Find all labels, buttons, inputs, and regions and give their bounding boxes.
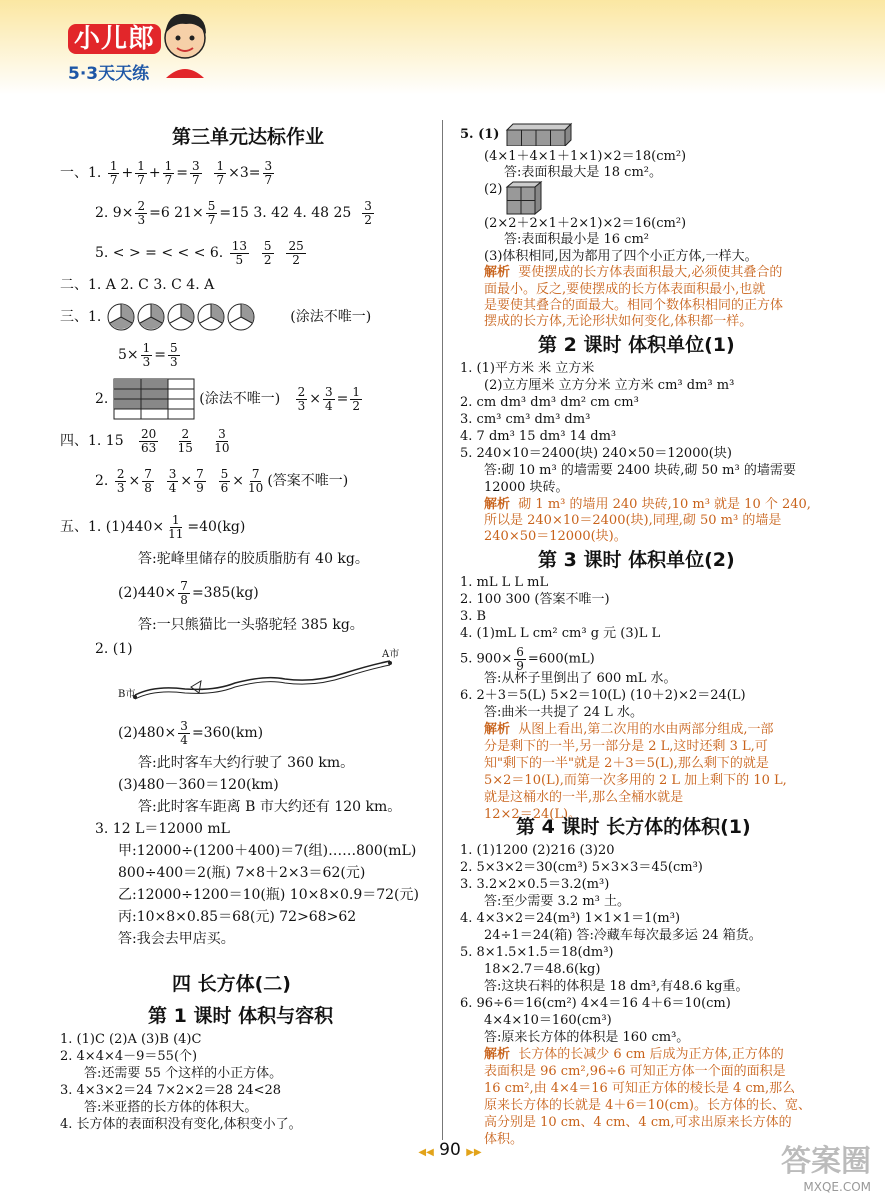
eq: = — [176, 165, 188, 182]
fraction — [141, 342, 153, 368]
brand-logo — [68, 18, 161, 84]
num: 3 — [168, 467, 177, 481]
fraction — [178, 580, 190, 606]
s5-3-answer: 答:我会去甲店买。 — [118, 931, 235, 947]
l3-5-answer: 答:从杯子里倒出了 600 mL 水。 — [484, 671, 677, 686]
l3-3: 3. B — [460, 609, 487, 624]
den: 2 — [364, 212, 372, 227]
num: 7 — [251, 467, 260, 481]
s5-3-d: 丙:10×8×0.85＝68(元) 72>68>62 — [118, 909, 357, 925]
fraction — [178, 720, 190, 746]
l3-5 — [460, 646, 595, 672]
fraction — [219, 468, 231, 494]
text: =385(kg) — [191, 585, 259, 602]
l4-4: 4. 4×3×2＝24(m³) 1×1×1＝1(m³) — [460, 911, 681, 926]
note: (涂法不唯一) — [199, 391, 281, 407]
num: 7 — [196, 467, 204, 481]
l2-1: 1. (1)平方米 米 立方米 — [460, 361, 595, 376]
num: 7 — [144, 467, 152, 481]
l1-4: 4. 长方体的表面积没有变化,体积变小了。 — [60, 1117, 302, 1132]
fraction — [296, 386, 308, 412]
s5-2-2 — [118, 720, 263, 746]
fraction — [115, 468, 127, 494]
column-divider — [442, 120, 443, 1140]
num: 5 — [170, 341, 178, 355]
num: 5 — [207, 199, 216, 213]
num: 3 — [218, 427, 226, 441]
l4-3: 3. 3.2×2×0.5＝3.2(m³) — [460, 877, 610, 892]
l1-1: 1. (1)C (2)A (3)B (4)C — [60, 1032, 202, 1047]
fraction — [206, 200, 218, 226]
explain-text: 砌 1 m³ 的墙用 240 块砖,10 m³ 就是 10 个 240, — [518, 497, 811, 512]
num: 3 — [180, 719, 188, 733]
num: 5 — [220, 467, 229, 481]
den: 3 — [142, 354, 151, 369]
fraction — [262, 240, 274, 266]
den: 9 — [196, 480, 204, 495]
num: 1 — [137, 159, 145, 173]
text: 5× — [118, 347, 139, 364]
den: 10 — [214, 440, 230, 455]
s5-1 — [60, 514, 245, 540]
fraction — [135, 200, 147, 226]
map-label-a: A市 — [382, 649, 400, 660]
s5-2 — [118, 580, 259, 606]
series-name: 5·3天天练 — [68, 64, 150, 84]
section-4-1 — [60, 428, 234, 454]
den: 4 — [180, 732, 188, 747]
num: 3 — [364, 199, 372, 213]
q1-2 — [95, 200, 376, 226]
r5-1-a: (4×1＋4×1＋1×1)×2＝18(cm²) — [484, 149, 687, 164]
l3-explain-2: 分是剩下的一半,另一部分是 2 L,这时还剩 3 L,可 — [484, 739, 768, 754]
den: 5 — [235, 252, 244, 267]
den: 2 — [292, 252, 300, 267]
l1-3: 3. 4×3×2＝24 7×2×2＝28 24<28 — [60, 1083, 282, 1098]
lesson3-title: 第 3 课时 体积单位(2) — [538, 549, 735, 571]
l4-3-answer: 答:至少需要 3.2 m³ 土。 — [484, 894, 630, 909]
l3-explain-4: 5×2＝10(L),而第一次多用的 2 L 加上剩下的 10 L, — [484, 773, 787, 788]
page-footer — [400, 1140, 500, 1160]
l3-6: 6. 2＋3＝5(L) 5×2＝10(L) (10＋2)×2＝24(L) — [460, 688, 746, 703]
text: =6 21× — [149, 205, 204, 222]
r5-2-a: (2×2＋2×1＋2×1)×2＝16(cm²) — [484, 216, 687, 231]
text: 5. < > = < < < 6. — [95, 245, 224, 262]
fraction — [212, 428, 231, 454]
den: 2 — [352, 398, 360, 413]
den: 8 — [180, 592, 188, 607]
num: 3 — [191, 159, 200, 173]
l2-5-a: 答:砌 10 m³ 的墙需要 2400 块砖,砌 50 m³ 的墙需要 — [484, 463, 796, 478]
num: 6 — [516, 645, 524, 659]
l4-5: 5. 8×1.5×1.5＝18(dm³) — [460, 945, 614, 960]
den: 8 — [144, 480, 152, 495]
fraction — [108, 160, 120, 186]
q1-1: 一、1. $\frac{1}{7}$ + $\frac{1}{7}$ + $\frac{1}{7}$ = $\frac{3}{7}$ $\frac{1}{7}$ ×3= $\frac{3}{7}$ — [60, 159, 273, 187]
l2-1-b: (2)立方厘米 立方分米 立方米 cm³ dm³ m³ — [484, 378, 735, 393]
l3-explain — [484, 723, 774, 736]
num: 2 — [116, 467, 125, 481]
fraction — [323, 386, 335, 412]
s5-3-a: 甲:12000÷(1200＋400)＝7(组)……800(mL) — [118, 843, 417, 859]
fraction — [263, 160, 275, 186]
den: 6 — [220, 480, 229, 495]
den: 3 — [137, 212, 146, 227]
num: 1 — [216, 159, 225, 173]
l1-2-answer: 答:还需要 55 个这样的小正方体。 — [84, 1066, 283, 1081]
eq: ×3= — [228, 165, 261, 182]
l4-explain-3: 16 cm²,由 4×4＝16 可知正方体的棱长是 4 cm,那么 — [484, 1081, 796, 1096]
text: = — [154, 347, 167, 364]
fraction — [246, 468, 265, 494]
fraction — [167, 468, 179, 494]
num: 1 — [352, 384, 360, 399]
l2-5: 5. 240×10＝2400(块) 240×50＝12000(块) — [460, 446, 732, 461]
explain-tag: 解析 — [484, 722, 511, 737]
l4-2: 2. 5×3×2＝30(cm³) 5×3×3＝45(cm³) — [460, 860, 703, 875]
l3-4: 4. (1)mL L cm² cm³ g 元 (3)L L — [460, 626, 661, 641]
q1-label: 一、1. — [60, 165, 102, 182]
section-3-eq — [118, 342, 182, 368]
page-number: 90 — [439, 1140, 461, 1160]
den: 7 — [164, 172, 173, 187]
text: 三、1. — [60, 309, 102, 325]
text: =15 3. 42 4. 48 25 — [219, 205, 352, 222]
l3-1: 1. mL L L mL — [460, 575, 549, 590]
fraction — [166, 514, 185, 540]
fraction — [362, 200, 374, 226]
num: 3 — [324, 384, 333, 399]
explain-text: 从图上看出,第二次用的水由两部分组成,一部 — [518, 722, 774, 737]
boy-avatar-icon — [156, 8, 214, 80]
r5-explain-2: 面最小。反之,要使摆成的长方体表面积最小,也就 — [484, 282, 766, 297]
brand-name: 小儿郎 — [68, 24, 161, 54]
fraction — [163, 160, 175, 186]
fraction — [190, 160, 202, 186]
q1-5 — [95, 240, 308, 266]
watermark-url: MXQE.COM — [803, 1180, 871, 1194]
r5-explain — [484, 266, 782, 279]
den: 4 — [324, 398, 333, 413]
explain-text: 长方体的长减少 6 cm 后成为正方体,正方体的 — [518, 1047, 784, 1062]
l3-explain-6: 12×2＝24(L)。 — [484, 807, 582, 822]
watermark — [781, 1136, 871, 1194]
den: 4 — [168, 480, 177, 495]
thirds-circles-icon — [106, 302, 286, 332]
text: 2. — [95, 473, 109, 490]
fraction — [286, 240, 305, 266]
explain-tag: 解析 — [484, 497, 511, 512]
den: 7 — [216, 172, 225, 187]
fraction — [230, 240, 249, 266]
num: 2 — [297, 384, 306, 399]
den: 3 — [116, 480, 125, 495]
l2-2: 2. cm dm³ dm³ dm² cm cm³ — [460, 395, 639, 410]
l4-explain-6: 体积。 — [484, 1132, 524, 1147]
num: 1 — [171, 513, 180, 527]
num: 20 — [140, 427, 157, 441]
text: =360(km) — [191, 725, 264, 742]
l3-explain-3: 知"剩下的一半"就是 2＋3＝5(L),那么剩下的就是 — [484, 756, 769, 771]
l4-explain — [484, 1048, 784, 1061]
text: 四、1. 15 — [60, 433, 124, 450]
explain-tag: 解析 — [484, 1047, 511, 1062]
num: 25 — [288, 239, 304, 253]
page-title: 第三单元达标作业 — [172, 126, 325, 148]
den: 7 — [207, 212, 216, 227]
l4-5-answer: 答:这块石料的体积是 18 dm³,有48.6 kg重。 — [484, 979, 749, 994]
s5-3-c: 乙:12000÷1200＝10(瓶) 10×8×0.9＝72(元) — [118, 887, 419, 903]
den: 15 — [177, 440, 193, 455]
l4-explain-2: 表面积是 96 cm²,96÷6 可知正方体一个面的面积是 — [484, 1064, 786, 1079]
s5-2-3: (3)480－360＝120(km) — [118, 777, 279, 793]
l3-2: 2. 100 300 (答案不唯一) — [460, 592, 610, 607]
l4-6: 6. 96÷6＝16(cm²) 4×4＝16 4＋6＝10(cm) — [460, 996, 731, 1011]
num: 1 — [109, 159, 118, 173]
fraction — [168, 342, 180, 368]
l4-6-a: 4×4×10＝160(cm³) — [484, 1013, 612, 1028]
text: 2. — [95, 391, 109, 407]
l4-explain-5: 高分别是 10 cm、4 cm、4 cm,可求出原来长方体的 — [484, 1115, 792, 1130]
fraction — [350, 386, 362, 412]
l2-4: 4. 7 dm³ 15 dm³ 14 dm³ — [460, 429, 617, 444]
den: 3 — [170, 354, 178, 369]
pie-circles — [106, 302, 286, 332]
s5-2-1: 2. (1) — [95, 641, 133, 657]
fraction — [135, 160, 147, 186]
den: 10 — [248, 480, 264, 495]
watermark-text: 答案圈 — [781, 1144, 871, 1179]
den: 63 — [140, 440, 157, 455]
den: 7 — [109, 172, 118, 187]
fraction — [176, 428, 195, 454]
text: =600(mL) — [527, 651, 595, 667]
l2-explain-3: 240×50＝12000(块)。 — [484, 529, 627, 544]
l2-5-b: 12000 块砖。 — [484, 480, 569, 495]
r5-explain-4: 摆成的长方体,无论形状如何变化,体积都一样。 — [484, 314, 753, 329]
s5-2-answer: 答:一只熊猫比一头骆驼轻 385 kg。 — [138, 617, 364, 633]
text: =40(kg) — [187, 519, 246, 536]
r5-1: 5. (1) — [460, 127, 500, 142]
r5-2: (2) — [484, 182, 503, 197]
l2-3: 3. cm³ cm³ dm³ dm³ — [460, 412, 591, 427]
l4-5-a: 18×2.7＝48.6(kg) — [484, 962, 601, 977]
s5-2-3-answer: 答:此时客车距离 B 市大约还有 120 km。 — [138, 799, 402, 815]
s5-2-2-answer: 答:此时客车大约行驶了 360 km。 — [138, 755, 355, 771]
s5-3-b: 800÷400＝2(瓶) 7×8＋2×3＝62(元) — [118, 865, 366, 881]
text: (2)440× — [118, 585, 177, 602]
lesson4-title: 第 4 课时 长方体的体积(1) — [516, 816, 751, 838]
section-2: 二、1. A 2. C 3. C 4. A — [60, 277, 215, 293]
l3-explain-5: 就是这桶水的一半,那么全桶水就是 — [484, 790, 684, 805]
den: 7 — [191, 172, 200, 187]
shaded-rectangle-icon — [113, 378, 195, 420]
l4-4-answer: 24÷1＝24(箱) 答:冷藏车每次最多运 24 箱货。 — [484, 928, 762, 943]
explain-text: 要使摆成的长方体表面积最大,必须使其叠合的 — [518, 265, 783, 280]
l2-explain-2: 所以是 240×10＝2400(块),同理,砌 50 m³ 的墙是 — [484, 513, 782, 528]
text: (2)480× — [118, 725, 177, 742]
num: 1 — [142, 341, 151, 355]
r5-explain-3: 是要使其叠合的面最大。相同个数体积相同的正方体 — [484, 298, 784, 313]
den: 11 — [168, 526, 184, 541]
text: 五、1. (1)440× — [60, 519, 165, 536]
num: 3 — [264, 159, 273, 173]
num: 7 — [180, 579, 188, 593]
note: (涂法不唯一) — [290, 309, 372, 325]
r5-3: (3)体积相同,因为都用了四个小正方体,一样大。 — [484, 249, 758, 264]
l4-6-answer: 答:原来长方体的体积是 160 cm³。 — [484, 1030, 690, 1045]
l4-explain-4: 原来长方体的长就是 4＋6＝10(cm)。长方体的长、宽、 — [484, 1098, 811, 1113]
s5-3: 3. 12 L＝12000 mL — [95, 821, 230, 837]
s5-1-answer: 答:驼峰里储存的胶质脂肪有 40 kg。 — [138, 551, 369, 567]
note: (答案不唯一) — [267, 473, 349, 490]
l1-2: 2. 4×4×4－9＝55(个) — [60, 1049, 198, 1064]
four-cubes-row-icon — [505, 122, 573, 146]
r5-1-b: 答:表面积最大是 18 cm²。 — [504, 165, 663, 180]
map-label-b: B市 — [118, 689, 136, 700]
num: 13 — [231, 239, 247, 253]
route-map-icon — [115, 645, 415, 715]
lesson2-title: 第 2 课时 体积单位(1) — [538, 334, 735, 356]
fraction — [142, 468, 154, 494]
fraction — [214, 160, 226, 186]
fraction — [514, 646, 526, 672]
unit-title: 四 长方体(二) — [172, 973, 291, 995]
l3-6-answer: 答:曲米一共提了 24 L 水。 — [484, 705, 643, 720]
num: 1 — [164, 159, 173, 173]
square-cubes-icon — [505, 181, 543, 215]
den: 2 — [263, 252, 272, 267]
l2-explain — [484, 498, 811, 511]
text: 2. 9× — [95, 205, 134, 222]
fraction — [139, 428, 158, 454]
den: 7 — [264, 172, 273, 187]
section-3-2: 2. (涂法不唯一) $\frac{2}{3}$ × $\frac{3}{4}$ = $\frac{1}{2}$ — [95, 378, 364, 420]
den: 3 — [297, 398, 306, 413]
lesson1-title: 第 1 课时 体积与容积 — [148, 1005, 334, 1027]
explain-tag: 解析 — [484, 265, 511, 280]
prev-page-icon[interactable]: ◀◀ — [418, 1147, 434, 1158]
section-4-2: 2. $\frac{2}{3}$ × $\frac{7}{8}$ $\frac{3}{4}$ × $\frac{7}{9}$ $\frac{5}{6}$ × $\frac{7}{10}$ (答案不唯一) — [95, 467, 349, 495]
den: 9 — [516, 658, 524, 673]
fraction — [194, 468, 206, 494]
section-3-1 — [60, 302, 371, 332]
num: 5 — [263, 239, 272, 253]
den: 7 — [137, 172, 145, 187]
l1-3-answer: 答:米亚搭的长方体的体积大。 — [84, 1100, 258, 1115]
l4-1: 1. (1)1200 (2)216 (3)20 — [460, 843, 615, 858]
text: 5. 900× — [460, 651, 513, 667]
r5-2-b: 答:表面积最小是 16 cm² — [504, 232, 650, 247]
num: 2 — [181, 427, 190, 441]
num: 2 — [137, 199, 146, 213]
next-page-icon[interactable]: ▶▶ — [466, 1147, 482, 1158]
